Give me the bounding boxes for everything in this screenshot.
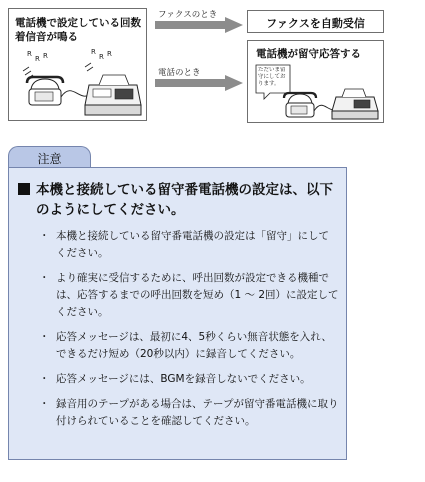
ring-mark: R [91, 49, 96, 56]
list-item-text: より確実に受信するために、呼出回数が設定できる機種では、応答するまでの呼出回数を短め（1 〜 2回）に設定してください。 [56, 272, 339, 318]
ring-mark: R [99, 53, 104, 61]
list-item [39, 329, 339, 363]
list-item [39, 396, 339, 430]
square-bullet-icon [18, 183, 30, 195]
ringing-caption [15, 16, 141, 44]
caution-list [39, 228, 339, 438]
telephone-icon [284, 93, 316, 117]
caution-heading-text: 本機と接続している留守番電話機の設定は、以下のようにしてください。 [36, 182, 333, 218]
caution-tab-label: 注意 [37, 152, 62, 166]
bullet-dot: ・ [39, 373, 50, 385]
bullet-dot: ・ [39, 272, 50, 284]
fax-machine-icon [332, 89, 378, 119]
answering-bubble-text: ただいま留守にしております。 [258, 67, 286, 87]
bullet-dot: ・ [39, 398, 50, 410]
ring-mark: R [27, 50, 32, 58]
bullet-dot: ・ [39, 331, 50, 343]
list-item [39, 228, 339, 262]
ringing-illustration-box [8, 8, 147, 121]
fax-machine-icon [85, 75, 141, 115]
list-item-text: 応答メッセージには、BGMを録音しないでください。 [56, 373, 311, 385]
list-item-text: 録音用のテープがある場合は、テープが留守番電話機に取り付けられていることを確認してください。 [56, 398, 339, 427]
list-item-text: 本機と接続している留守番電話機の設定は「留守」にしてください。 [56, 230, 329, 259]
telephone-icon [27, 77, 63, 105]
caution-box [8, 167, 347, 460]
right-arrow-icon [155, 17, 243, 33]
answering-machine-box [247, 40, 384, 123]
answering-caption: 電話機が留守応答する [256, 48, 361, 60]
telephone-fax-ringing-illustration [13, 49, 143, 121]
ring-mark: R [43, 52, 48, 60]
list-item [39, 270, 339, 321]
auto-receive-box [247, 10, 384, 33]
list-item [39, 371, 339, 388]
right-arrow-icon [155, 75, 243, 91]
fax-arrow-label: ファクスのとき [158, 10, 218, 20]
tel-arrow-label: 電話のとき [158, 68, 201, 78]
ringing-caption-text: 電話機で設定している回数着信音が鳴る [15, 17, 141, 43]
auto-receive-text: ファクスを自動受信 [266, 17, 365, 30]
ring-mark: R [107, 50, 112, 58]
list-item-text: 応答メッセージは、最初に4、5秒くらい無音状態を入れ、できるだけ短め（20秒以内）に録音してください。 [56, 331, 332, 360]
bullet-dot: ・ [39, 230, 50, 242]
ring-mark: R [35, 55, 40, 63]
caution-heading [18, 180, 343, 220]
caution-tab [8, 146, 91, 168]
answering-machine-illustration [254, 61, 380, 121]
